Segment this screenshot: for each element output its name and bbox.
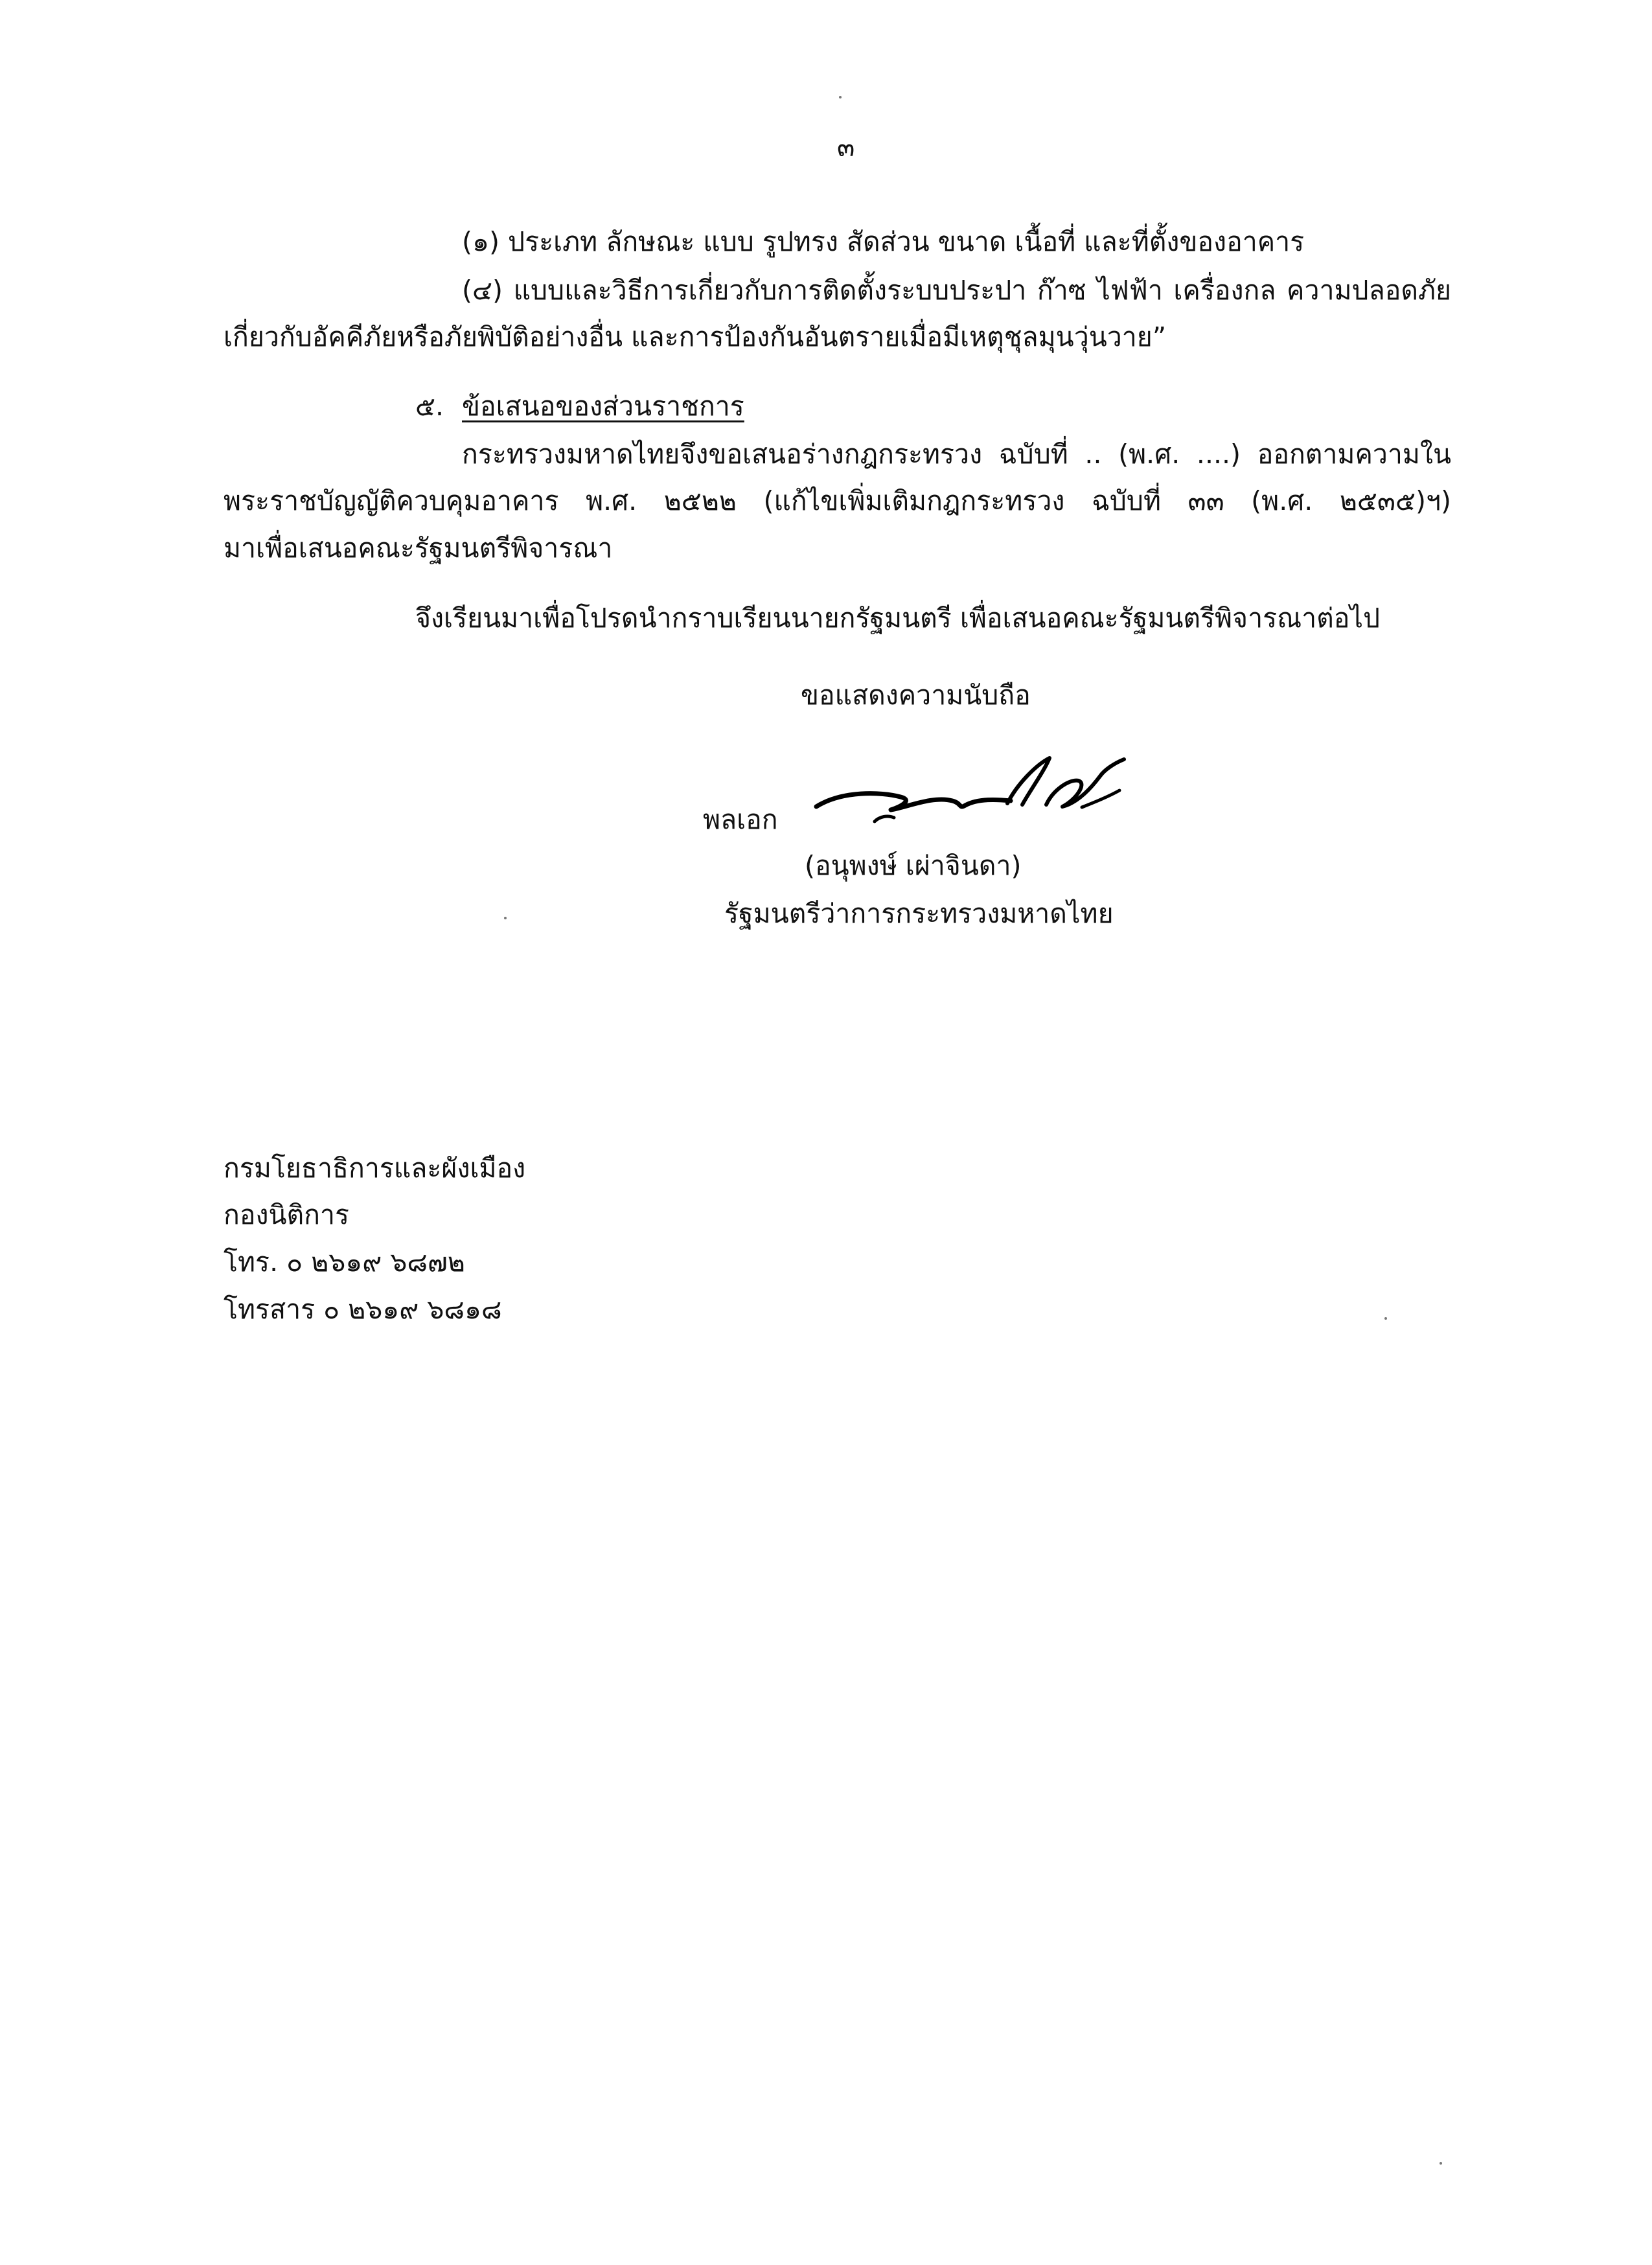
contact-division: กองนิติการ bbox=[224, 1199, 349, 1230]
item-4-line-1: (๔) แบบและวิธีการเกี่ยวกับการติดตั้งระบบประปา ก๊าซ ไฟฟ้า เครื่องกล ความปลอดภัย bbox=[462, 275, 1451, 306]
scan-speck bbox=[839, 96, 842, 98]
contact-fax: โทรสาร ๐ ๒๖๑๙ ๖๘๑๘ bbox=[224, 1294, 502, 1325]
contact-phone: โทร. ๐ ๒๖๑๙ ๖๘๗๒ bbox=[224, 1247, 465, 1278]
signatory-position: รัฐมนตรีว่าการกระทรวงมหาดไทย bbox=[724, 898, 1114, 929]
section-5-paragraph-line-3: มาเพื่อเสนอคณะรัฐมนตรีพิจารณา bbox=[224, 533, 613, 564]
section-5-paragraph-line-2: พระราชบัญญัติควบคุมอาคาร พ.ศ. ๒๕๒๒ (แก้ไขเพิ่มเติมกฎกระทรวง ฉบับที่ ๓๓ (พ.ศ. ๒๕๓๕)ฯ) bbox=[224, 485, 1451, 516]
item-1-text: (๑) ประเภท ลักษณะ แบบ รูปทรง สัดส่วน ขนาด เนื้อที่ และที่ตั้งของอาคาร bbox=[462, 226, 1305, 257]
item-4-line-2: เกี่ยวกับอัคคีภัยหรือภัยพิบัติอย่างอื่น และการป้องกันอันตรายเมื่อมีเหตุชุลมุนวุ่นวาย” bbox=[224, 321, 1167, 352]
scan-speck bbox=[1440, 2162, 1442, 2165]
signatory-name: (อนุพงษ์ เผ่าจินดา) bbox=[805, 850, 1022, 881]
closing-request: จึงเรียนมาเพื่อโปรดนำกราบเรียนนายกรัฐมนตรี เพื่อเสนอคณะรัฐมนตรีพิจารณาต่อไป bbox=[415, 603, 1381, 634]
page-number: ๓ bbox=[837, 133, 855, 163]
section-5-heading: ข้อเสนอของส่วนราชการ bbox=[462, 391, 744, 422]
handwritten-signature bbox=[803, 745, 1140, 855]
section-5-paragraph-line-1: กระทรวงมหาดไทยจึงขอเสนอร่างกฎกระทรวง ฉบับที่ .. (พ.ศ. ....) ออกตามความใน bbox=[462, 439, 1451, 470]
closing-regards: ขอแสดงความนับถือ bbox=[801, 680, 1031, 711]
signatory-rank: พลเอก bbox=[703, 804, 778, 835]
section-5-number: ๕. bbox=[415, 391, 444, 422]
contact-department: กรมโยธาธิการและผังเมือง bbox=[224, 1153, 526, 1184]
scan-speck bbox=[504, 917, 507, 919]
scan-speck bbox=[1384, 1317, 1387, 1320]
